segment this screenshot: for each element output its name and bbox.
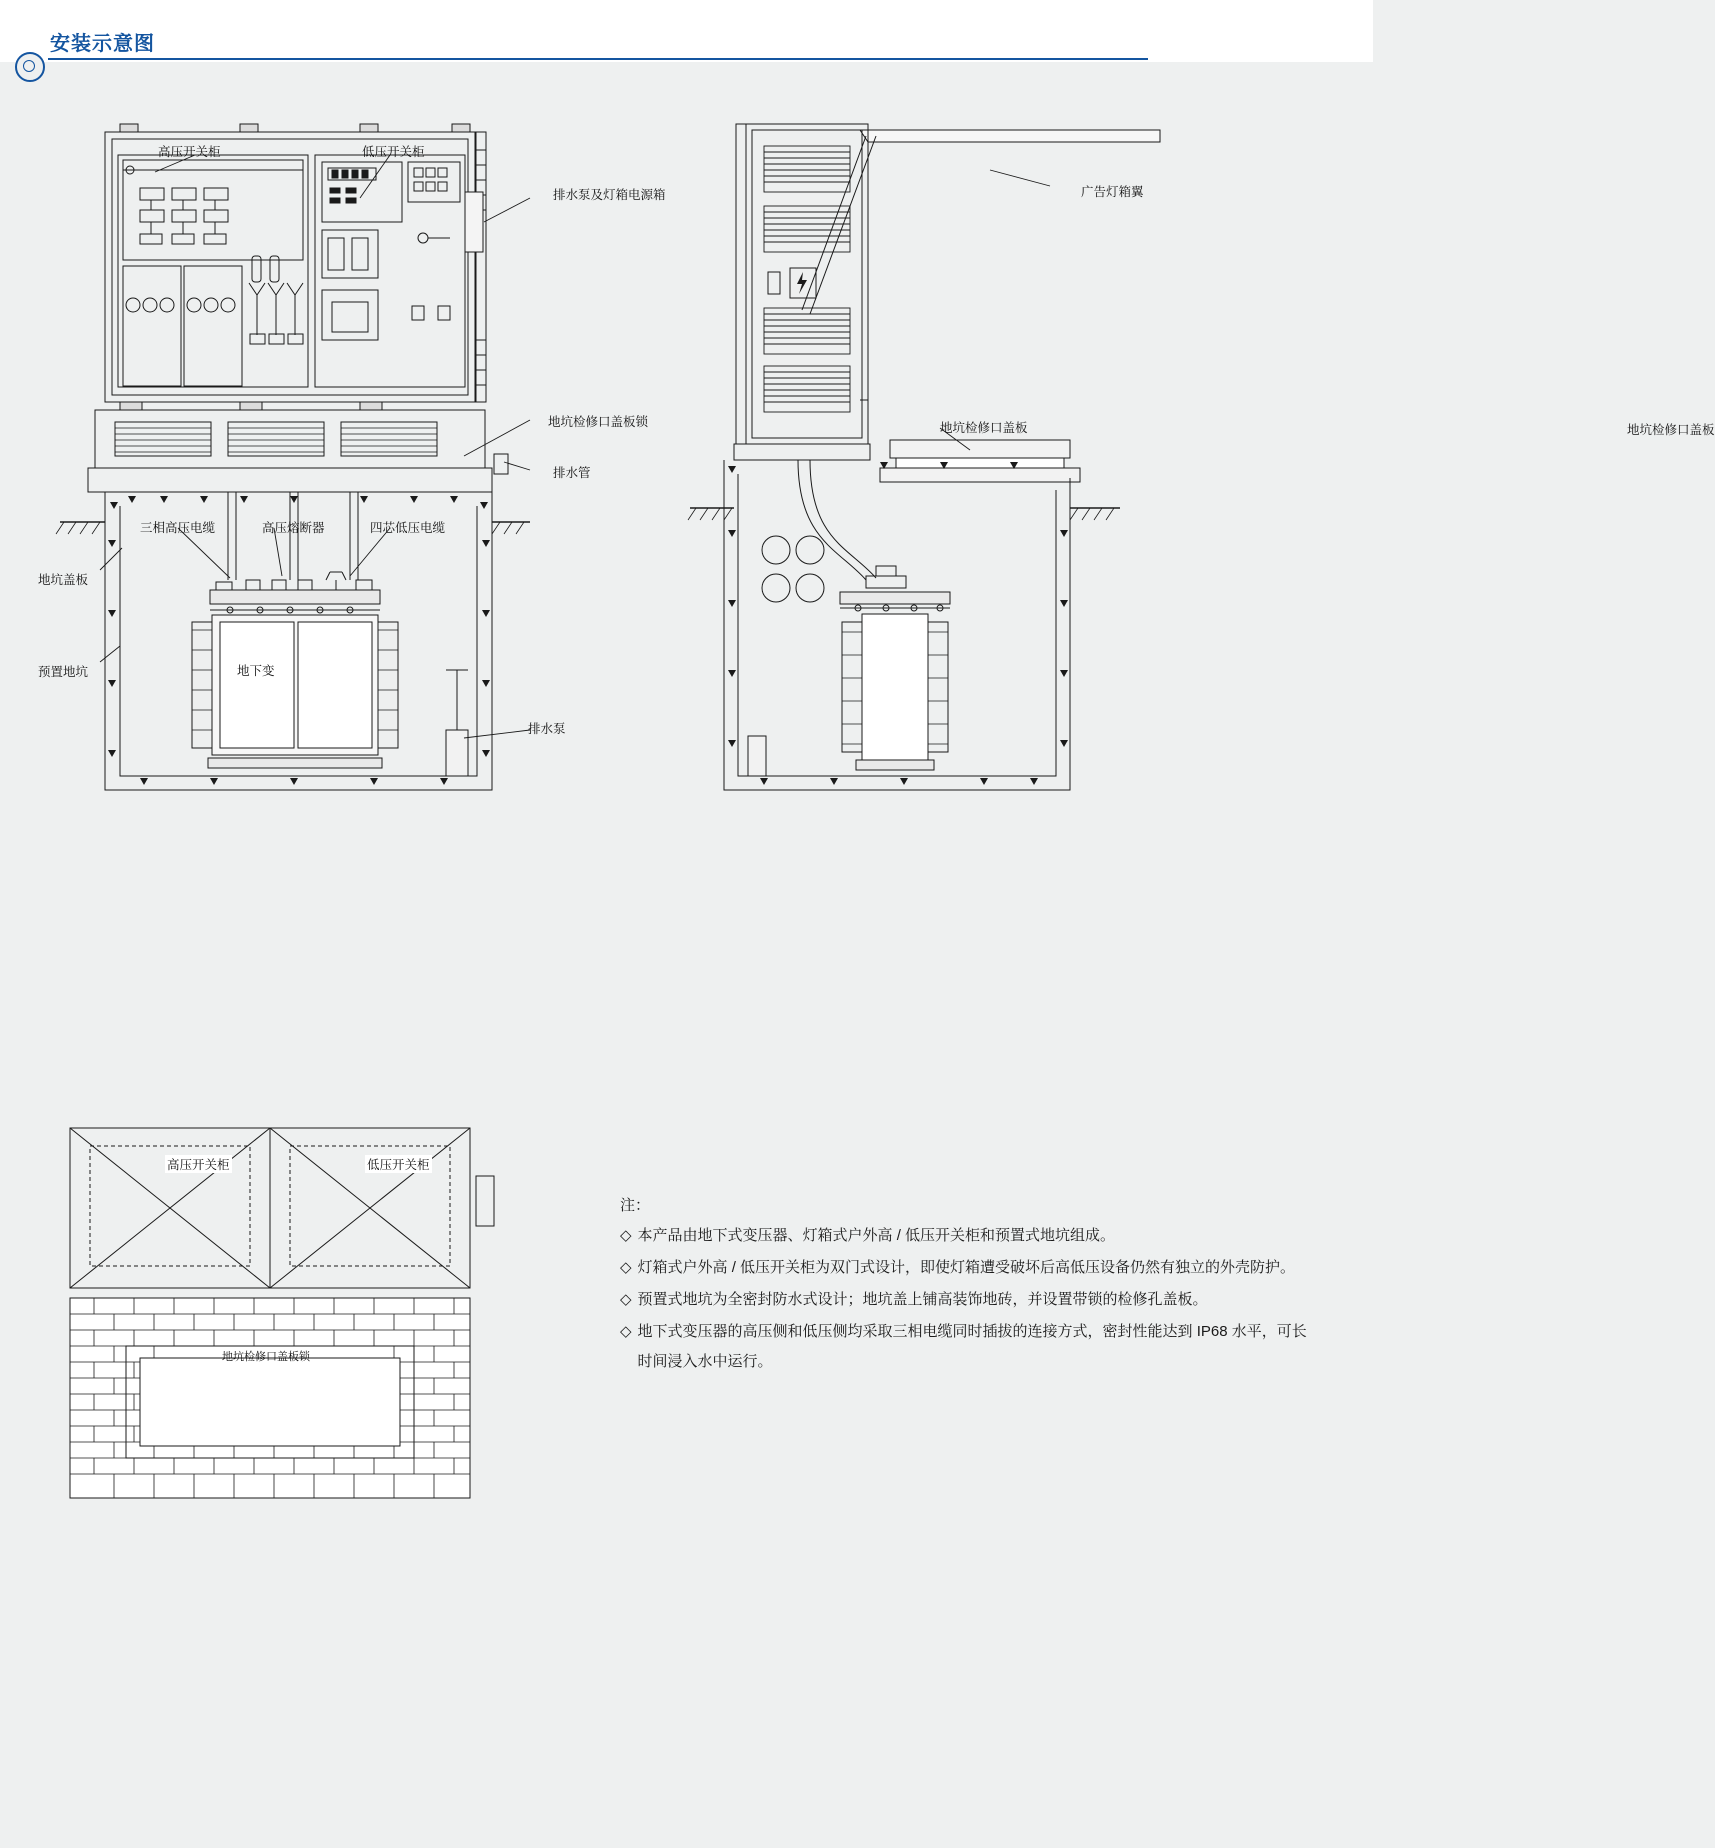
label-four-core-lv-cable: 四芯低压电缆 [370, 521, 446, 535]
label-pit-cover: 地坑盖板 [38, 573, 89, 587]
label-pit-access-cover-lock-plan: 地坑检修口盖板锁 [222, 1351, 310, 1363]
note-text: 灯箱式户外高 / 低压开关柜为双门式设计，即使灯箱遭受破坏后高低压设备仍然有独立的外壳防护。 [637, 1259, 1296, 1276]
side-view-callouts [690, 110, 1310, 870]
label-pit-access-cover: 地坑检修口盖板 [1627, 423, 1715, 437]
label-ad-lightbox-wing: 广告灯箱翼 [1081, 185, 1144, 199]
front-view-callouts [60, 110, 680, 870]
diamond-bullet-icon: ◇ [620, 1323, 632, 1340]
label-hv-cabinet-plan: 高压开关柜 [165, 1155, 232, 1173]
note-text: 地下式变压器的高压侧和低压侧均采取三相电缆同时插拔的连接方式，密封性能达到 IP68 水平，可长时间浸入水中运行。 [637, 1323, 1307, 1370]
note-item [620, 1221, 1320, 1251]
header-divider [48, 58, 1148, 60]
note-item [620, 1317, 1320, 1377]
page-title: 安装示意图 [50, 33, 155, 55]
label-drain-pump: 排水泵 [528, 722, 566, 736]
label-pit-access-cover-side: 地坑检修口盖板 [940, 421, 1028, 435]
label-hv-cabinet-front: 高压开关柜 [158, 145, 221, 159]
label-pit-access-cover-lock: 地坑检修口盖板锁 [548, 415, 649, 429]
label-three-phase-hv-cable: 三相高压电缆 [140, 521, 216, 535]
note-text: 本产品由地下式变压器、灯箱式户外高 / 低压开关柜和预置式地坑组成。 [637, 1227, 1116, 1244]
note-item [620, 1285, 1320, 1315]
notes-block [620, 1194, 1320, 1379]
note-item [620, 1253, 1320, 1283]
ring-decoration-icon [15, 52, 45, 82]
label-underground-transformer: 地下变 [237, 664, 275, 678]
page-header [0, 0, 1373, 62]
label-lv-cabinet-front: 低压开关柜 [362, 145, 425, 159]
note-text: 预置式地坑为全密封防水式设计；地坑盖上铺高装饰地砖，并设置带锁的检修孔盖板。 [637, 1291, 1208, 1308]
label-hv-fuse: 高压熔断器 [262, 521, 325, 535]
diamond-bullet-icon: ◇ [620, 1227, 632, 1244]
notes-title: 注： [620, 1197, 651, 1214]
diamond-bullet-icon: ◇ [620, 1291, 632, 1308]
label-preset-pit: 预置地坑 [38, 665, 89, 679]
plan-view-drawing [60, 1120, 580, 1510]
label-pump-lightbox-power-box: 排水泵及灯箱电源箱 [553, 188, 666, 202]
label-lv-cabinet-plan: 低压开关柜 [365, 1155, 432, 1173]
diamond-bullet-icon: ◇ [620, 1259, 632, 1276]
label-drain-pipe: 排水管 [553, 466, 591, 480]
